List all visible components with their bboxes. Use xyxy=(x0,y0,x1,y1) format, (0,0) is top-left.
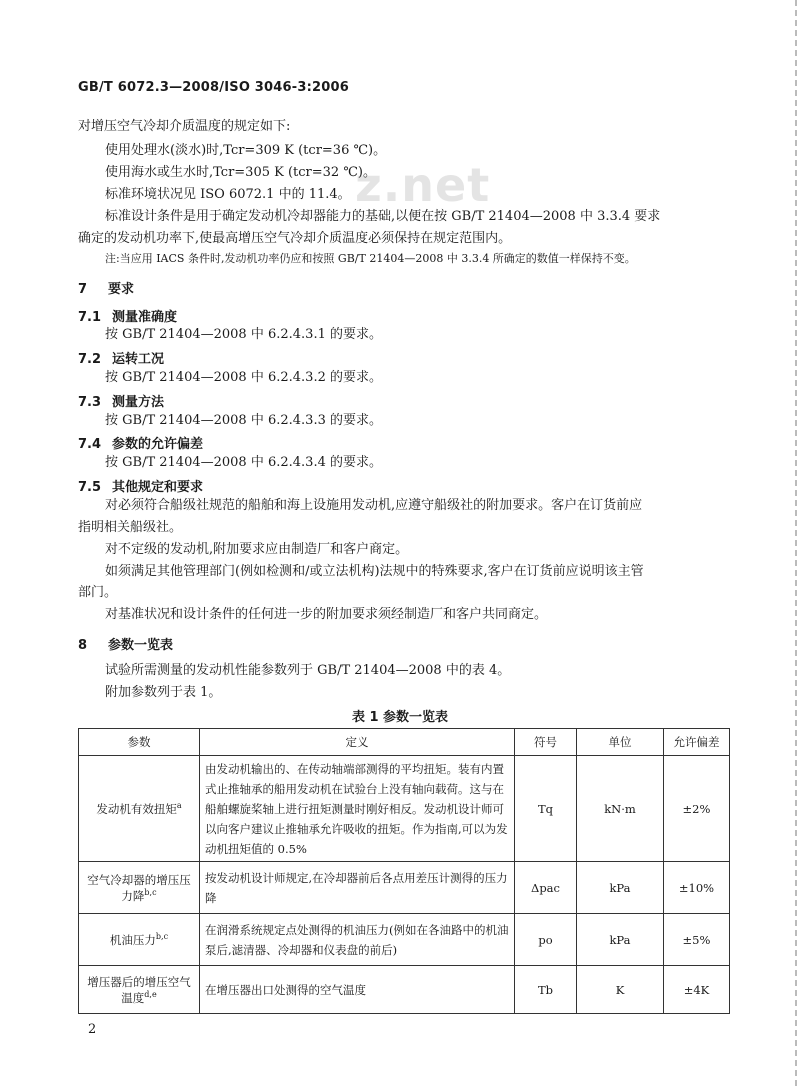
unit-cell: kPa xyxy=(577,862,664,914)
section-8-heading: 8 参数一览表 xyxy=(78,638,174,653)
header-tolerance: 允许偏差 xyxy=(664,729,730,756)
table-row xyxy=(79,966,730,1014)
definition-cell: 在增压器出口处测得的空气温度 xyxy=(200,966,515,1014)
section-7-heading: 7 要求 xyxy=(78,282,135,297)
tolerance-cell: ±5% xyxy=(664,914,730,966)
header-unit: 单位 xyxy=(577,729,664,756)
scan-edge-line xyxy=(795,0,797,1090)
section-7-2-text: 按 GB/T 21404—2008 中 6.2.4.3.2 的要求。 xyxy=(105,370,382,385)
symbol-cell: Tq xyxy=(515,756,577,862)
parameter-table xyxy=(78,728,730,1014)
section-7-3-text: 按 GB/T 21404—2008 中 6.2.4.3.3 的要求。 xyxy=(105,413,382,428)
unit-cell: kPa xyxy=(577,914,664,966)
intro-line-4: 标准环境状况见 ISO 6072.1 中的 11.4。 xyxy=(105,187,351,202)
section-8-para-1: 试验所需测量的发动机性能参数列于 GB/T 21404—2008 中的表 4。 xyxy=(105,663,511,678)
tolerance-cell: ±10% xyxy=(664,862,730,914)
page-header: GB/T 6072.3—2008/ISO 3046-3:2006 xyxy=(78,80,349,95)
section-7-1-text: 按 GB/T 21404—2008 中 6.2.4.3.1 的要求。 xyxy=(105,327,382,342)
intro-note: 注:当应用 IACS 条件时,发动机功率仍应和按照 GB/T 21404—2008 中 3.3.4 所确定的数值一样保持不变。 xyxy=(105,252,636,265)
watermark: z.net xyxy=(355,158,491,212)
symbol-cell: Tb xyxy=(515,966,577,1014)
unit-cell: kN·m xyxy=(577,756,664,862)
header-definition: 定义 xyxy=(200,729,515,756)
section-7-2-heading: 7.2 运转工况 xyxy=(78,352,165,367)
section-7-1-heading: 7.1 测量准确度 xyxy=(78,310,178,325)
table-header-row xyxy=(79,729,730,756)
intro-line-1: 对增压空气冷却介质温度的规定如下: xyxy=(78,119,291,134)
definition-cell: 在润滑系统规定点处测得的机油压力(例如在各油路中的机油泵后,滤清器、冷却器和仪表盘的前后) xyxy=(200,914,515,966)
section-7-5-heading: 7.5 其他规定和要求 xyxy=(78,480,204,495)
table-row xyxy=(79,862,730,914)
param-cell: 空气冷却器的增压压力降$^{b,c}$ xyxy=(79,862,200,914)
section-7-5-para-3a: 如须满足其他管理部门(例如检测和/或立法机构)法规中的特殊要求,客户在订货前应说明该主管 xyxy=(105,564,644,579)
intro-line-5b: 确定的发动机功率下,使最高增压空气冷却介质温度必须保持在规定范围内。 xyxy=(78,231,512,246)
definition-cell: 按发动机设计师规定,在冷却器前后各点用差压计测得的压力降 xyxy=(200,862,515,914)
section-8-para-2: 附加参数列于表 1。 xyxy=(105,685,222,700)
table-row xyxy=(79,756,730,862)
param-cell: 发动机有效扭矩$^a$ xyxy=(79,756,200,862)
tolerance-cell: ±2% xyxy=(664,756,730,862)
param-cell: 增压器后的增压空气温度$^{d,e}$ xyxy=(79,966,200,1014)
header-symbol: 符号 xyxy=(515,729,577,756)
section-7-5-para-1b: 指明相关船级社。 xyxy=(78,520,183,535)
section-7-5-para-4: 对基准状况和设计条件的任何进一步的附加要求须经制造厂和客户共同商定。 xyxy=(105,607,548,622)
table-caption: 表 1 参数一览表 xyxy=(351,710,449,725)
section-7-4-heading: 7.4 参数的允许偏差 xyxy=(78,437,204,452)
section-7-3-heading: 7.3 测量方法 xyxy=(78,395,165,410)
page-number: 2 xyxy=(88,1022,97,1037)
intro-line-5a: 标准设计条件是用于确定发动机冷却器能力的基础,以便在按 GB/T 21404—2008 中 3.3.4 要求 xyxy=(105,209,661,224)
intro-line-3: 使用海水或生水时,Tcr=305 K (tcr=32 ℃)。 xyxy=(105,165,376,180)
symbol-cell: po xyxy=(515,914,577,966)
unit-cell: K xyxy=(577,966,664,1014)
param-cell: 机油压力$^{b,c}$ xyxy=(79,914,200,966)
header-param: 参数 xyxy=(79,729,200,756)
section-7-5-para-2: 对不定级的发动机,附加要求应由制造厂和客户商定。 xyxy=(105,542,409,557)
section-7-5-para-1a: 对必须符合船级社规范的船舶和海上设施用发动机,应遵守船级社的附加要求。客户在订货前应 xyxy=(105,498,643,513)
table-row xyxy=(79,914,730,966)
definition-cell: 由发动机输出的、在传动轴端部测得的平均扭矩。装有内置式止推轴承的船用发动机在试验台上没有轴向载荷。这与在船舶螺旋桨轴上进行扭矩测量时刚好相反。发动机设计师可以向客户建议止推轴承允许吸收的扭矩。作为指南,可以为发动机扭矩值的 0.5% xyxy=(200,756,515,862)
intro-line-2: 使用处理水(淡水)时,Tcr=309 K (tcr=36 ℃)。 xyxy=(105,143,387,158)
section-7-4-text: 按 GB/T 21404—2008 中 6.2.4.3.4 的要求。 xyxy=(105,455,382,470)
tolerance-cell: ±4K xyxy=(664,966,730,1014)
section-7-5-para-3b: 部门。 xyxy=(78,585,118,600)
symbol-cell: Δpac xyxy=(515,862,577,914)
